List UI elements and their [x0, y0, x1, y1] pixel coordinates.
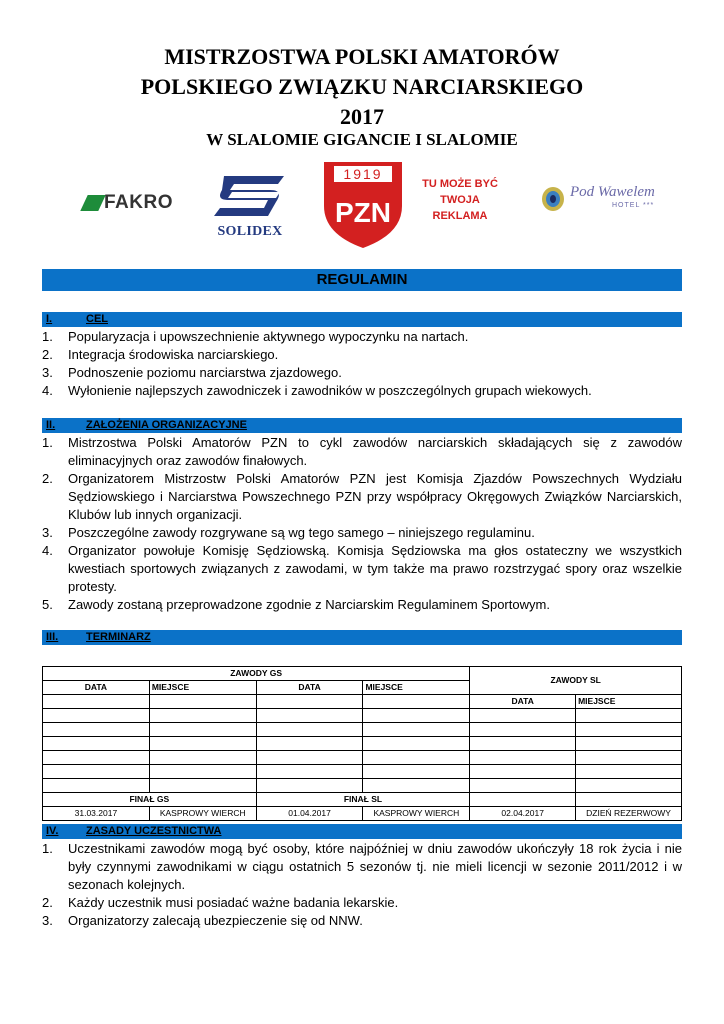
- col-header: DATA: [43, 681, 150, 695]
- final-sl-date: 01.04.2017: [256, 807, 363, 821]
- section-list-zalozenia: [42, 434, 682, 614]
- fakro-mark-icon: [80, 195, 105, 211]
- col-header: MIEJSCE: [149, 681, 256, 695]
- section-number: II.: [46, 419, 56, 431]
- final-sl-header: FINAŁ SL: [256, 793, 470, 807]
- fakro-logo-text: FAKRO: [104, 192, 173, 213]
- table-cell: [43, 695, 150, 709]
- section-number: III.: [46, 631, 59, 643]
- list-item: 1. Popularyzacja i upowszechnienie aktywnego wypoczynku na nartach.: [42, 329, 469, 344]
- list-item: 1. Uczestnikami zawodów mogą być osoby, które najpóźniej w dniu zawodów ukończyły 18 rok życia i nie były czynnymi zawodnikami w ciągu ostatnich 5 sezonów tj. nie mieli licencji w sezonie 2011/2012 i w sezonach kolejnych.: [42, 841, 682, 892]
- document-title: [0, 42, 724, 132]
- table-row: [43, 751, 682, 765]
- list-item: 3. Podnoszenie poziomu narciarstwa zjazdowego.: [42, 365, 342, 380]
- table-row: [43, 779, 682, 793]
- section-list-cel: [42, 328, 682, 400]
- list-item: 2. Integracja środowiska narciarskiego.: [42, 347, 279, 362]
- table-cell: [149, 695, 256, 709]
- pzn-letters: PZN: [335, 197, 391, 228]
- reserve-date: 02.04.2017: [470, 807, 576, 821]
- table-cell: [576, 793, 682, 807]
- ad-line-3: REKLAMA: [432, 210, 488, 222]
- table-row: [43, 723, 682, 737]
- table-cell: [256, 695, 363, 709]
- hotel-logo: [540, 184, 660, 224]
- ad-line-2: TWOJA: [440, 194, 480, 206]
- regulamin-heading: REGULAMIN: [42, 269, 682, 291]
- final-sl-place: KASPROWY WIERCH: [363, 807, 470, 821]
- section-heading-cel: [42, 312, 682, 327]
- final-gs-place: KASPROWY WIERCH: [149, 807, 256, 821]
- section-title: ZAŁOŻENIA ORGANIZACYJNE: [86, 419, 247, 431]
- pzn-year: 1919: [343, 166, 383, 182]
- section-title: ZASADY UCZESTNICTWA: [86, 825, 222, 837]
- col-header: MIEJSCE: [576, 695, 682, 709]
- table-row: [43, 737, 682, 751]
- section-title: TERMINARZ: [86, 631, 151, 643]
- sl-header: ZAWODY SL: [470, 667, 682, 695]
- section-title: CEL: [86, 313, 108, 325]
- table-cell: [470, 793, 576, 807]
- list-item: 2. Organizatorem Mistrzostw Polski Amatorów PZN jest Komisja Zjazdów Powszechnych Wydziału Sędziowskiego i Narciarstwa Powszechnego PZN przy współpracy Okręgowych Związków Narciarskich, Klubów lub innych organizacji.: [42, 471, 682, 522]
- title-line-3: 2017: [340, 104, 384, 129]
- peacock-feather-icon: [540, 186, 566, 212]
- col-header: MIEJSCE: [363, 681, 470, 695]
- fakro-logo: [84, 192, 188, 214]
- list-item: 4. Organizator powołuje Komisję Sędziowską. Komisja Sędziowska ma głos ostateczny we wszystkich kwestiach sportowych związanych z zawodami, w tym także ma prawo rozstrzygać spory oraz wszelkie protesty.: [42, 543, 682, 594]
- final-gs-date: 31.03.2017: [43, 807, 150, 821]
- gs-header: ZAWODY GS: [43, 667, 470, 681]
- col-header: DATA: [256, 681, 363, 695]
- section-heading-zalozenia: [42, 418, 682, 433]
- document-subtitle: W SLALOMIE GIGANCIE I SLALOMIE: [206, 130, 518, 149]
- table-row: [43, 765, 682, 779]
- list-item: 3. Organizatorzy zalecają ubezpieczenie się od NNW.: [42, 913, 363, 928]
- sponsor-logos: [0, 160, 724, 250]
- section-number: IV.: [46, 825, 59, 837]
- title-line-2: POLSKIEGO ZWIĄZKU NARCIARSKIEGO: [140, 74, 584, 99]
- solidex-mark-icon: [210, 172, 290, 224]
- list-item: 5. Zawody zostaną przeprowadzone zgodnie z Narciarskim Regulaminem Sportowym.: [42, 597, 550, 612]
- table-cell: [363, 695, 470, 709]
- pzn-logo: [318, 160, 408, 250]
- section-heading-zasady: [42, 824, 682, 839]
- hotel-logo-sub: HOTEL ***: [612, 202, 655, 209]
- ad-line-1: TU MOŻE BYĆ: [422, 178, 498, 190]
- title-line-1: MISTRZOSTWA POLSKI AMATORÓW: [164, 44, 560, 69]
- schedule-table: [42, 666, 682, 821]
- final-gs-header: FINAŁ GS: [43, 793, 257, 807]
- list-item: 3. Poszczególne zawody rozgrywane są wg tego samego – niniejszego regulaminu.: [42, 525, 535, 540]
- list-item: 2. Każdy uczestnik musi posiadać ważne badania lekarskie.: [42, 895, 399, 910]
- list-item: 1. Mistrzostwa Polski Amatorów PZN to cykl zawodów narciarskich składających się z zawodów eliminacyjnych oraz zawodów finałowych.: [42, 435, 682, 468]
- col-header: DATA: [470, 695, 576, 709]
- ad-placeholder: [420, 176, 500, 224]
- reserve-label: DZIEŃ REZERWOWY: [576, 807, 682, 821]
- solidex-logo: [210, 172, 290, 242]
- hotel-logo-script: Pod Wawelem: [570, 184, 655, 200]
- section-list-zasady: [42, 840, 682, 930]
- section-number: I.: [46, 313, 53, 325]
- section-heading-terminarz: [42, 630, 682, 645]
- table-row-finals: [43, 807, 682, 821]
- solidex-logo-text: SOLIDEX: [217, 224, 283, 239]
- list-item: 4. Wyłonienie najlepszych zawodniczek i zawodników w poszczególnych grupach wiekowych.: [42, 383, 592, 398]
- table-row: [43, 709, 682, 723]
